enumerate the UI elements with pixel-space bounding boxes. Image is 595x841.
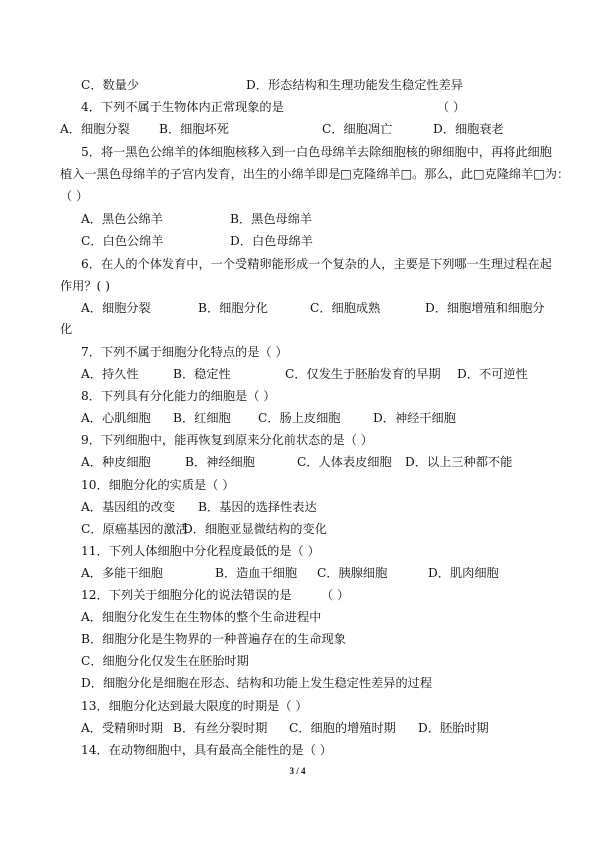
line-segment: D．白色母绵羊 bbox=[230, 234, 313, 248]
line-segment: D．肌肉细胞 bbox=[428, 566, 499, 580]
line-segment: D．细胞亚显微结构的变化 bbox=[183, 522, 327, 536]
line-text: 6．在人的个体发育中，一个受精卵能形成一个复杂的人，主要是下列哪一生理过程在起 bbox=[81, 257, 552, 271]
line-segment: B．有丝分裂时期 bbox=[173, 721, 268, 735]
line-text: 植入一黑色母绵羊的子宫内发育，出生的小绵羊即是□克隆绵羊□。那么，此□克隆绵羊□为： bbox=[60, 167, 570, 181]
line-segment: D．不可逆性 bbox=[457, 367, 528, 381]
line-text: 8．下列具有分化能力的细胞是（ ） bbox=[81, 389, 276, 403]
line-text: 7．下列不属于细胞分化特点的是（ ） bbox=[81, 345, 288, 359]
line-segment: C．胰腺细胞 bbox=[317, 566, 388, 580]
line-text: B．细胞分化是生物界的一种普遍存在的生命现象 bbox=[81, 632, 346, 646]
line-segment: A．种皮细胞 bbox=[81, 455, 151, 469]
line-segment: C．细胞的增殖时期 bbox=[289, 721, 396, 735]
line-text: D．细胞分化是细胞在形态、结构和功能上发生稳定性差异的过程 bbox=[81, 676, 433, 690]
line-segment: A．持久性 bbox=[81, 367, 139, 381]
line-segment: A．细胞分裂 bbox=[81, 301, 151, 315]
line-segment: A．基因组的改变 bbox=[81, 500, 176, 514]
line-segment: A．多能干细胞 bbox=[81, 566, 163, 580]
line-segment: D．细胞衰老 bbox=[433, 122, 504, 136]
line-segment: B．造血干细胞 bbox=[215, 566, 298, 580]
line-text: 作用？( ) bbox=[60, 279, 110, 293]
line-segment: C．数量少 bbox=[81, 78, 140, 92]
line-text: A．细胞分化发生在生物体的整个生命进程中 bbox=[81, 610, 322, 624]
line-segment: B．稳定性 bbox=[173, 367, 231, 381]
line-segment: 12．下列关于细胞分化的说法错误的是 bbox=[81, 588, 292, 602]
line-segment: A．心肌细胞 bbox=[81, 411, 151, 425]
line-segment: 4．下列不属于生物体内正常现象的是 bbox=[81, 100, 284, 114]
line-segment: C．细胞凋亡 bbox=[322, 122, 393, 136]
page-number: 3 / 4 bbox=[289, 766, 306, 776]
line-segment: A．受精卵时期 bbox=[81, 721, 163, 735]
line-text: 10．细胞分化的实质是（ ） bbox=[81, 478, 235, 492]
line-segment: D．神经干细胞 bbox=[373, 411, 456, 425]
line-segment: A．细胞分裂 bbox=[60, 122, 130, 136]
line-segment: C．白色公绵羊 bbox=[81, 234, 164, 248]
line-segment: B．红细胞 bbox=[173, 411, 231, 425]
line-segment: A．黑色公绵羊 bbox=[81, 212, 163, 226]
line-segment: （ ） bbox=[321, 588, 350, 602]
line-segment: B．细胞坏死 bbox=[159, 122, 229, 136]
line-text: 化 bbox=[60, 322, 73, 336]
line-text: 11．下列人体细胞中分化程度最低的是（ ） bbox=[81, 544, 320, 558]
line-segment: B．神经细胞 bbox=[185, 455, 255, 469]
line-segment: C．原癌基因的激活 bbox=[81, 522, 188, 536]
line-segment: C．细胞成熟 bbox=[310, 301, 381, 315]
line-segment: C．肠上皮细胞 bbox=[258, 411, 341, 425]
line-text: 5．将一黑色公绵羊的体细胞核移入到一白色母绵羊去除细胞核的卵细胞中，再将此细胞 bbox=[81, 145, 552, 159]
line-segment: D．细胞增殖和细胞分 bbox=[425, 301, 545, 315]
line-segment: C．仅发生于胚胎发育的早期 bbox=[285, 367, 441, 381]
line-segment: D．胚胎时期 bbox=[418, 721, 489, 735]
line-text: （ ） bbox=[60, 189, 89, 203]
line-segment: D．形态结构和生理功能发生稳定性差异 bbox=[246, 78, 463, 92]
line-segment: （ ） bbox=[437, 100, 466, 114]
line-text: 13．细胞分化达到最大限度的时期是（ ） bbox=[81, 699, 308, 713]
line-text: 9．下列细胞中，能再恢复到原来分化前状态的是（ ） bbox=[81, 433, 373, 447]
line-text: 14．在动物细胞中，具有最高全能性的是（ ） bbox=[81, 743, 332, 757]
line-segment: B．基因的选择性表达 bbox=[198, 500, 317, 514]
line-segment: B．细胞分化 bbox=[198, 301, 268, 315]
line-segment: B．黑色母绵羊 bbox=[230, 212, 313, 226]
line-segment: C．人体表皮细胞 bbox=[297, 455, 392, 469]
line-segment: D．以上三种都不能 bbox=[405, 455, 513, 469]
line-text: C．细胞分化仅发生在胚胎时期 bbox=[81, 654, 249, 668]
